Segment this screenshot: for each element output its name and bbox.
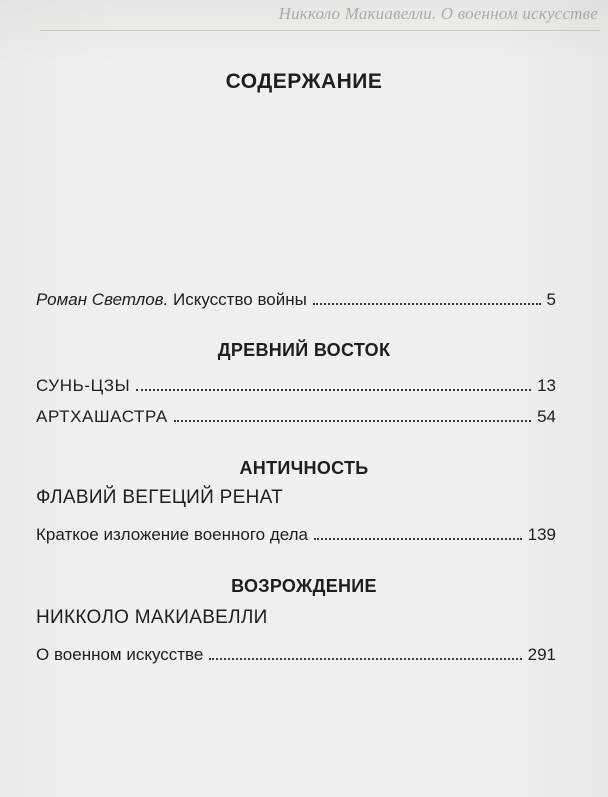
toc-entry-vegetius[interactable] [36,519,556,545]
toc-title: СОДЕРЖАНИЕ [225,70,383,93]
header-rule [40,30,600,31]
dot-leader [313,303,541,305]
toc-entry-title: СУНЬ-ЦЗЫ [36,376,131,395]
section-author-machiavelli: НИККОЛО МАКИАВЕЛЛИ [36,607,268,628]
section-heading-renaissance: ВОЗРОЖДЕНИЕ [231,576,377,596]
section-author-vegetius: ФЛАВИЙ ВЕГЕЦИЙ РЕНАТ [36,487,284,508]
dot-leader [314,538,522,540]
toc-entry-art-of-war[interactable] [36,639,556,665]
toc-entry-title: О военном искусстве [36,645,204,664]
toc-entry-arthashastra[interactable] [36,401,556,427]
toc-entry-page: 291 [527,645,556,664]
running-header: Никколо Макиавелли. О военном искусстве [278,4,598,23]
toc-entry-page: 139 [527,525,556,544]
section-heading-ancient-east: ДРЕВНИЙ ВОСТОК [217,340,391,360]
toc-entry-intro[interactable] [36,284,556,310]
dot-leader [209,658,521,660]
toc-entry-title: Краткое изложение военного дела [36,525,309,544]
section-heading-antiquity: АНТИЧНОСТЬ [239,458,369,478]
dot-leader [174,420,531,422]
toc-entry-page: 54 [537,407,556,426]
dot-leader [136,389,531,391]
toc-entry-sun-tzu[interactable] [36,370,556,396]
toc-entry-title: Искусство войны [173,290,307,309]
toc-entry-label [36,290,307,310]
toc-entry-page: 13 [537,376,556,395]
toc-entry-title: АРТХАШАСТРА [36,407,168,426]
toc-entry-author: Роман Светлов. [36,290,169,309]
toc-entry-page: 5 [546,290,556,309]
